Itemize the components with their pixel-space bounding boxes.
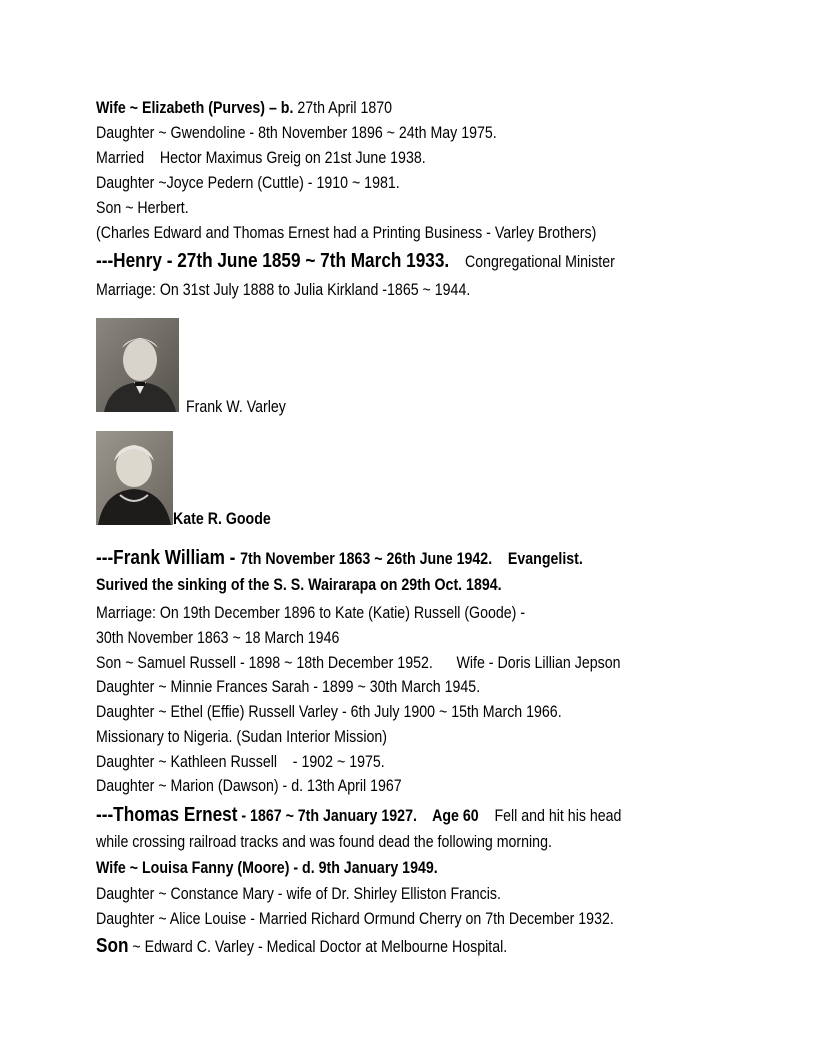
text-segment: Daughter ~ Kathleen Russell - 1902 ~ 1975.	[96, 753, 385, 771]
text-segment: Son	[96, 935, 129, 957]
text-segment: Daughter ~ Marion (Dawson) - d. 13th April 1967	[96, 777, 402, 795]
text-segment: Congregational Minister	[449, 253, 615, 271]
text-segment: Surived the sinking of the S. S. Wairarapa on 29th Oct. 1894.	[96, 576, 502, 594]
text-line	[96, 832, 552, 852]
text-line	[96, 173, 400, 193]
text-line	[96, 909, 614, 929]
text-line	[96, 603, 525, 623]
photo-caption: Frank W. Varley	[186, 398, 286, 416]
text-segment: Son ~ Samuel Russell - 1898 ~ 18th December 1952. Wife - Doris Lillian Jepson	[96, 654, 621, 672]
text-line	[96, 148, 426, 168]
text-line	[96, 575, 502, 595]
photo-kate-goode	[96, 431, 173, 525]
text-line	[96, 223, 596, 243]
text-line	[96, 884, 501, 904]
text-segment: ~ Edward C. Varley - Medical Doctor at Melbourne Hospital.	[128, 938, 508, 956]
text-segment: Son ~ Herbert.	[96, 199, 189, 217]
text-segment: Marriage: On 31st July 1888 to Julia Kirkland -1865 ~ 1944.	[96, 281, 471, 299]
text-segment: (Charles Edward and Thomas Ernest had a Printing Business - Varley Brothers)	[96, 224, 597, 242]
text-line	[96, 858, 438, 878]
text-segment: ---Thomas Ernest	[96, 804, 238, 826]
text-segment: ---Frank William -	[96, 547, 241, 569]
text-segment: Marriage: On 19th December 1896 to Kate (Katie) Russell (Goode) -	[96, 604, 526, 622]
photo-caption: Kate R. Goode	[173, 510, 271, 528]
portrait-woman-image	[96, 431, 173, 525]
text-line	[96, 677, 480, 697]
text-segment: Wife ~ Elizabeth (Purves) – b.	[96, 99, 298, 117]
text-line	[96, 936, 507, 957]
text-line	[96, 702, 562, 722]
text-segment: 7th November 1863 ~ 26th June 1942. Evangelist.	[240, 550, 583, 568]
text-segment: 30th November 1863 ~ 18 March 1946	[96, 629, 340, 647]
text-segment: Daughter ~ Minnie Frances Sarah - 1899 ~ 30th March 1945.	[96, 678, 481, 696]
text-line	[96, 280, 470, 300]
text-line	[96, 752, 385, 772]
portrait-man-image	[96, 318, 179, 412]
text-line	[96, 123, 497, 143]
text-line	[96, 251, 615, 272]
text-segment: ---Henry - 27th June 1859 ~ 7th March 1933.	[96, 250, 450, 272]
text-segment: Missionary to Nigeria. (Sudan Interior Mission)	[96, 728, 388, 746]
text-segment: while crossing railroad tracks and was found dead the following morning.	[96, 833, 552, 851]
text-segment: Married Hector Maximus Greig on 21st June 1938.	[96, 149, 426, 167]
text-segment: - 1867 ~ 7th January 1927. Age 60	[237, 807, 479, 825]
text-line	[96, 198, 189, 218]
text-segment: Daughter ~ Alice Louise - Married Richard Ormund Cherry on 7th December 1932.	[96, 910, 614, 928]
text-segment: Daughter ~Joyce Pedern (Cuttle) - 1910 ~ 1981.	[96, 174, 400, 192]
text-segment: Wife ~ Louisa Fanny (Moore) - d. 9th January 1949.	[96, 859, 438, 877]
text-line	[96, 628, 339, 648]
text-line	[96, 776, 402, 796]
text-line	[96, 805, 621, 826]
text-line	[96, 653, 621, 673]
text-segment: 27th April 1870	[297, 99, 393, 117]
text-line	[96, 727, 387, 747]
text-line	[96, 548, 583, 569]
text-segment: Fell and hit his head	[478, 807, 622, 825]
photo-frank-varley	[96, 318, 179, 412]
text-segment: Daughter ~ Constance Mary - wife of Dr. Shirley Elliston Francis.	[96, 885, 501, 903]
text-line	[96, 98, 392, 118]
text-segment: Daughter ~ Gwendoline - 8th November 1896 ~ 24th May 1975.	[96, 124, 497, 142]
text-segment: Daughter ~ Ethel (Effie) Russell Varley - 6th July 1900 ~ 15th March 1966.	[96, 703, 562, 721]
